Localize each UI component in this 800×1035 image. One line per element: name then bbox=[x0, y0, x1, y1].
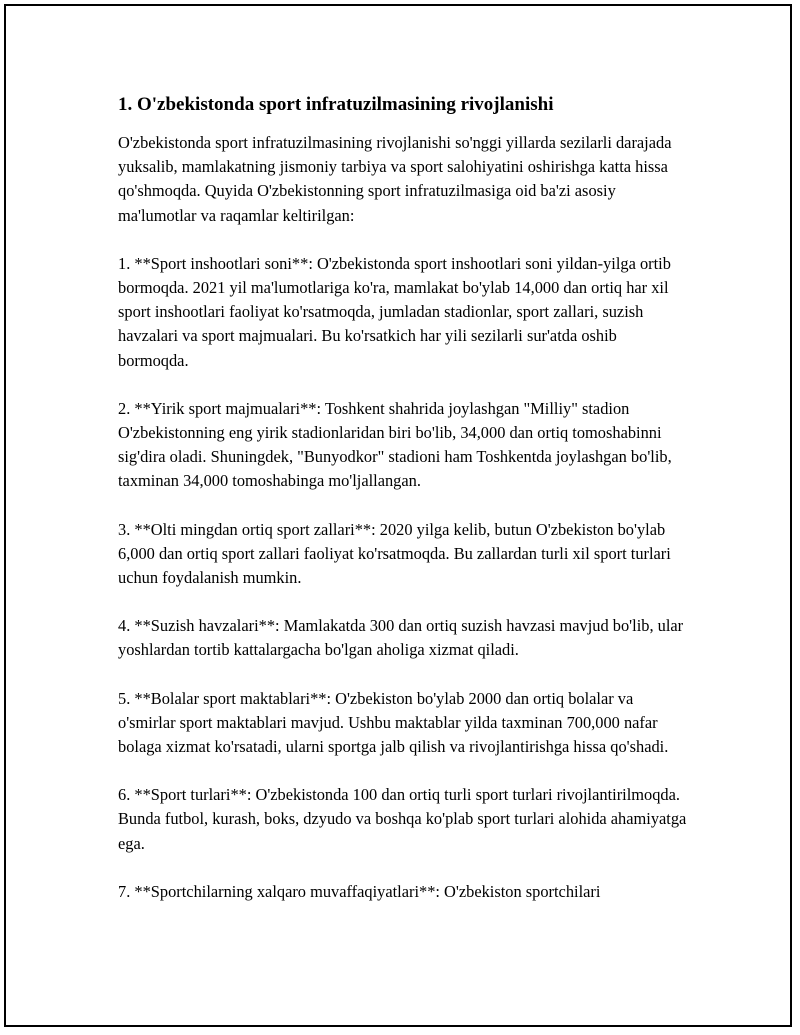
list-item-sport-halls: 3. **Olti mingdan ortiq sport zallari**: 2020 yilga kelib, butun O'zbekiston bo'ylab 6,000 dan ortiq sport zallari faoliyat ko'rsatmoqda. Bu zallardan turli xil sport turlari uchun foydalanish mumkin. bbox=[118, 519, 671, 588]
document-body bbox=[118, 92, 688, 928]
list-item-children-schools: 5. **Bolalar sport maktablari**: O'zbekiston bo'ylab 2000 dan ortiq bolalar va o'smirlar sport maktablari mavjud. Ushbu maktablar yilda taxminan 700,000 nafar bolaga xizmat ko'rsatadi, ularni sportga jalb qilish va rivojlantirishga hissa qo'shadi. bbox=[118, 688, 669, 757]
intro-paragraph: O'zbekistonda sport infratuzilmasining rivojlanishi so'nggi yillarda sezilarli darajada yuksalib, mamlakatning jismoniy tarbiya va sport salohiyatini oshirishga katta hissa qo'shmoqda. Quyida O'zbekistonning sport infratuzilmasiga oid ba'zi asosiy ma'lumotlar va raqamlar keltirilgan: bbox=[118, 133, 672, 225]
document-title: 1. O'zbekistonda sport infratuzilmasining rivojlanishi bbox=[118, 94, 554, 115]
list-item-swimming-pools: 4. **Suzish havzalari**: Mamlakatda 300 dan ortiq suzish havzasi mavjud bo'lib, ular yoshlardan tortib kattalargacha bo'lgan aholiga xizmat qiladi. bbox=[118, 616, 684, 660]
list-item-sport-facilities: 1. **Sport inshootlari soni**: O'zbekistonda sport inshootlari soni yildan-yilga ortib bormoqda. 2021 yil ma'lumotlariga ko'ra, mamlakat bo'ylab 14,000 dan ortiq har xil sport inshootlari faoliyat ko'rsatmoqda, jumladan stadionlar, sport zallari, suzish havzalari va sport majmualari. Bu ko'rsatkich har yili sezilarli sur'atda oshib bormoqda. bbox=[118, 253, 671, 370]
list-item-large-complexes: 2. **Yirik sport majmualari**: Toshkent shahrida joylashgan "Milliy" stadion O'zbekistonning eng yirik stadionlaridan biri bo'lib, 34,000 dan ortiq tomoshabinni sig'dira oladi. Shuningdek, "Bunyodkor" stadioni ham Toshkentda joylashgan bo'lib, taxminan 34,000 tomoshabinga mo'ljallangan. bbox=[118, 398, 672, 491]
list-item-sport-types: 6. **Sport turlari**: O'zbekistonda 100 dan ortiq turli sport turlari rivojlantirilmoqda. Bunda futbol, kurash, boks, dzyudo va boshqa ko'plab sport turlari alohida ahamiyatga ega. bbox=[118, 785, 687, 853]
list-item-international-success: 7. **Sportchilarning xalqaro muvaffaqiyatlari**: O'zbekiston sportchilari bbox=[118, 881, 601, 901]
